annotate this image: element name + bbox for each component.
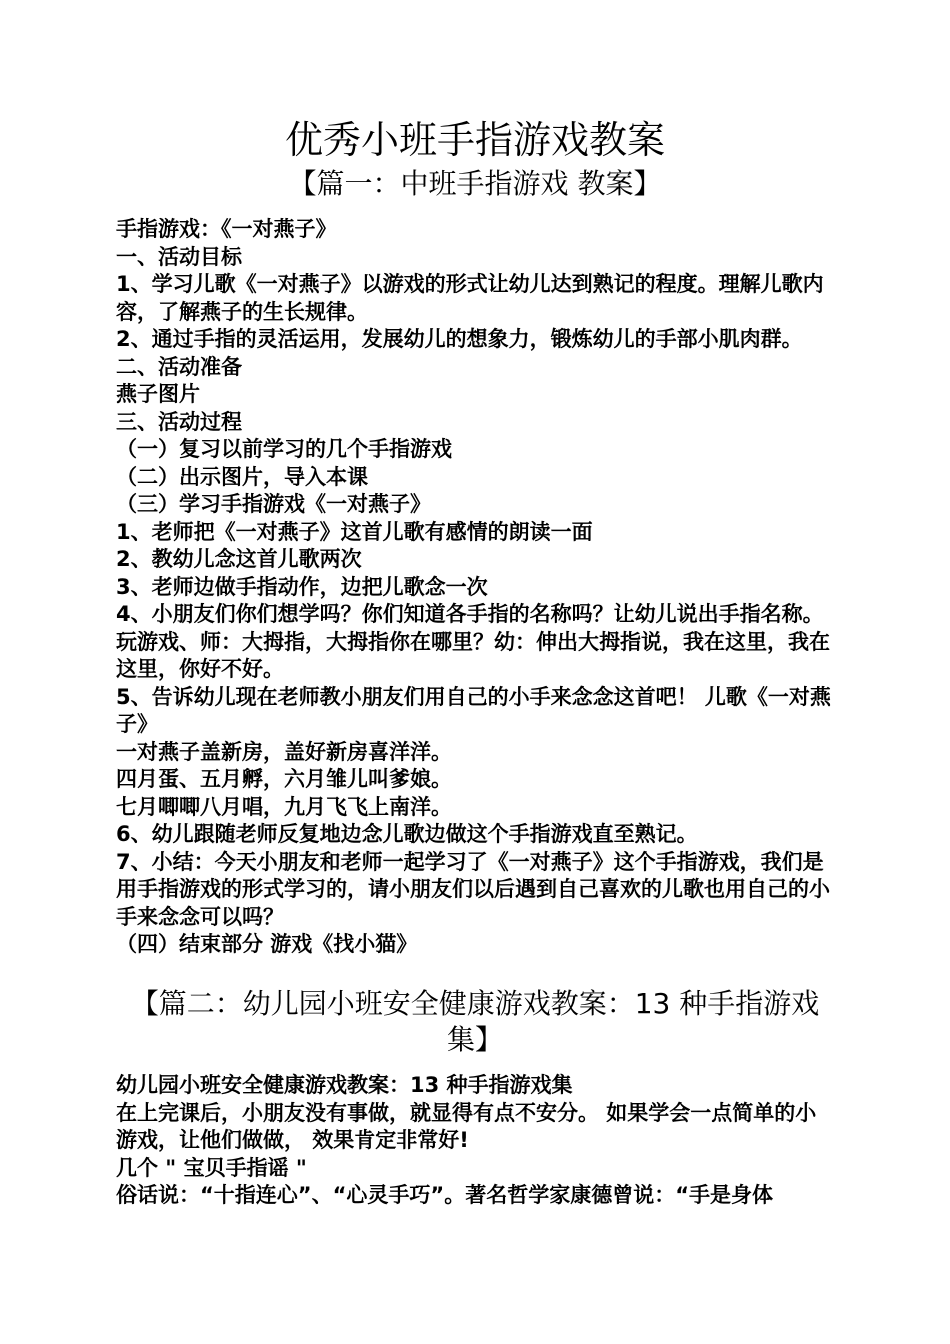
section-heading-2 (0, 986, 950, 1058)
section-2-body (116, 1072, 836, 1210)
text-line: 一、活动目标 (116, 244, 242, 269)
text-line: 3、老师边做手指动作，边把儿歌念一次 (116, 574, 488, 599)
text-line: （三）学习手指游戏《一对燕子》 (116, 492, 431, 516)
text-line: 二、活动准备 (116, 354, 242, 379)
text-line: 几个 " 宝贝手指谣 " (116, 1155, 307, 1180)
text-line: 俗话说：“十指连心”、“心灵手巧”。著名哲学家康德曾说：“手是身体 (116, 1183, 774, 1207)
text-paragraph: 1、学习儿歌《一对燕子》以游戏的形式让幼儿达到熟记的程度。理解儿歌内容，了解燕子的生长规律。 (116, 272, 824, 324)
section-heading-2-text: 【篇二：幼儿园小班安全健康游戏教案：13 种手指游戏集】 (130, 987, 820, 1056)
section-heading-1: 【篇一：中班手指游戏 教案】 (288, 167, 662, 200)
text-paragraph: 5、告诉幼儿现在老师教小朋友们用自己的小手来念念这首吧！ 儿歌《一对燕子》 (116, 684, 831, 736)
text-line: （一）复习以前学习的几个手指游戏 (116, 437, 452, 461)
text-line: 1、老师把《一对燕子》这首儿歌有感情的朗读一面 (116, 519, 593, 544)
document-title: 优秀小班手指游戏教案 (284, 118, 665, 162)
text-paragraph: 2、通过手指的灵活运用，发展幼儿的想象力，锻炼幼儿的手部小肌肉群。 (116, 327, 803, 351)
text-line: 手指游戏：《一对燕子》 (116, 217, 337, 241)
text-line: 三、活动过程 (116, 409, 242, 434)
text-line: 6、幼儿跟随老师反复地边念儿歌边做这个手指游戏直至熟记。 (116, 822, 698, 846)
text-line: （四）结束部分 游戏《找小猫》 (116, 932, 418, 956)
text-line: 幼儿园小班安全健康游戏教案：13 种手指游戏集 (116, 1073, 573, 1097)
text-line: 四月蛋、五月孵，六月雏儿叫爹娘。 (116, 767, 452, 791)
text-line: 燕子图片 (116, 382, 200, 406)
text-paragraph: 4、小朋友们你们想学吗？你们知道各手指的名称吗？让幼儿说出手指名称。玩游戏、师：大拇指，大拇指你在哪里？幼：伸出大拇指说，我在这里，我在这里，你好不好。 (116, 602, 830, 681)
text-line: 七月唧唧八月唱，九月飞飞上南洋。 (116, 794, 452, 819)
text-paragraph: 在上完课后，小朋友没有事做，就显得有点不安分。 如果学会一点简单的小游戏，让他们做做， 效果肯定非常好! (116, 1100, 817, 1152)
text-paragraph: 7、小结：今天小朋友和老师一起学习了《一对燕子》这个手指游戏，我们是用手指游戏的形式学习的，请小朋友们以后遇到自己喜欢的儿歌也用自己的小手来念念可以吗？ (116, 849, 830, 929)
text-line: 2、教幼儿念这首儿歌两次 (116, 547, 362, 571)
section-1-body (116, 216, 836, 959)
text-line: （二）出示图片，导入本课 (116, 464, 368, 489)
text-line: 一对燕子盖新房，盖好新房喜洋洋。 (116, 739, 452, 764)
